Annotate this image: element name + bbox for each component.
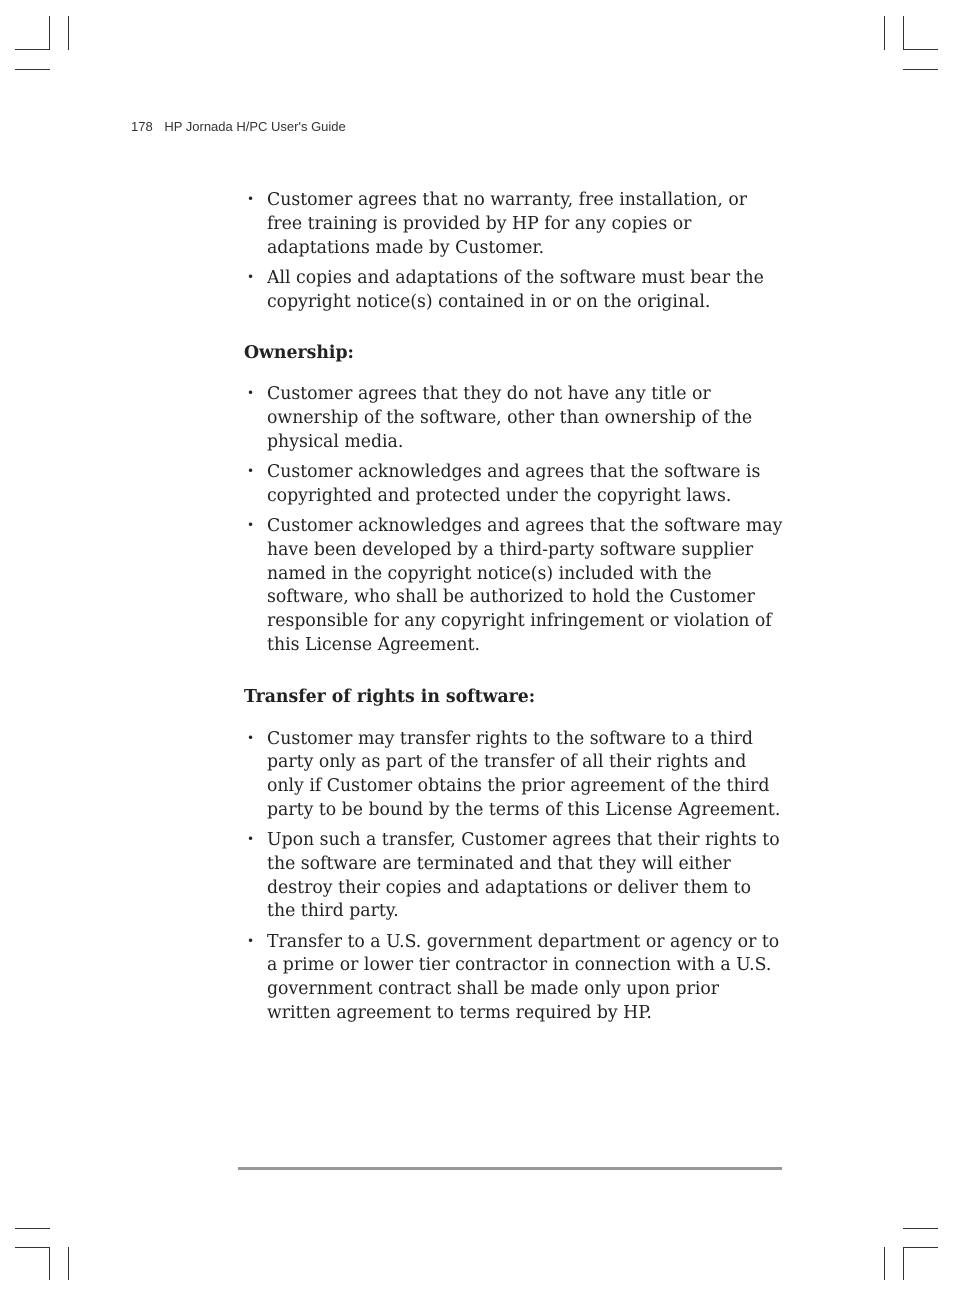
list-item-text: Upon such a transfer, Customer agrees that their rights to the software are terminated and that they will either destroy their copies and adaptations or deliver them to the third party. — [267, 830, 780, 922]
footer-rule — [238, 1167, 782, 1170]
bullet-glyph: • — [247, 463, 255, 478]
transfer-bullet-list — [244, 728, 784, 1026]
page-number: 178 — [131, 119, 153, 134]
crop-mark — [903, 1247, 904, 1280]
crop-mark — [903, 1247, 938, 1248]
crop-mark — [15, 69, 50, 70]
list-item-text: All copies and adaptations of the software must bear the copyright notice(s) contained in or on the original. — [267, 267, 764, 312]
list-item-text: Customer agrees that they do not have any title or ownership of the software, other than ownership of the physical media. — [267, 384, 753, 452]
section-heading-ownership: Ownership: — [244, 343, 354, 364]
crop-mark — [49, 1247, 50, 1280]
list-item-text: Transfer to a U.S. government department or agency or to a prime or lower tier contractor in connection with a U.S. government contract shall be made only upon prior written agreement to terms required by HP. — [267, 931, 780, 1024]
crop-mark — [68, 16, 69, 50]
crop-mark — [15, 49, 50, 50]
crop-mark — [68, 1247, 69, 1280]
crop-mark — [903, 1228, 938, 1229]
intro-bullet-list — [244, 189, 784, 314]
running-header — [131, 119, 346, 134]
running-title: HP Jornada H/PC User's Guide — [164, 119, 346, 134]
crop-mark — [15, 1247, 50, 1248]
crop-mark — [903, 69, 938, 70]
list-item-text: Customer acknowledges and agrees that the software is copyrighted and protected under the copyright laws. — [267, 461, 761, 506]
list-item-text: Customer may transfer rights to the software to a third party only as part of the transfer of all their rights and only if Customer obtains the prior agreement of the third party to be bound by the terms of this License Agreement. — [267, 728, 781, 820]
section-heading-transfer: Transfer of rights in software: — [244, 686, 536, 707]
list-item — [244, 267, 784, 315]
bullet-glyph: • — [247, 832, 255, 847]
crop-mark — [15, 1228, 50, 1229]
bullet-glyph: • — [247, 730, 255, 745]
crop-mark — [884, 1247, 885, 1280]
list-item — [244, 461, 784, 509]
page-body — [244, 189, 784, 1032]
list-item — [244, 728, 784, 823]
crop-mark — [903, 49, 938, 50]
ownership-bullet-list — [244, 383, 784, 658]
bullet-glyph: • — [247, 933, 255, 948]
list-item — [244, 383, 784, 454]
crop-mark — [903, 16, 904, 50]
crop-mark — [49, 16, 50, 50]
list-item-text: Customer agrees that no warranty, free installation, or free training is provided by HP for any copies or adaptations made by Customer. — [267, 190, 748, 258]
crop-mark — [884, 16, 885, 50]
list-item-text: Customer acknowledges and agrees that the software may have been developed by a third-party software supplier named in the copyright notice(s) included with the software, who shall be authorized to hold the Customer responsible for any copyright infringement or violation of this License Agreement. — [267, 515, 783, 655]
bullet-glyph: • — [247, 269, 255, 284]
bullet-glyph: • — [247, 517, 255, 532]
list-item — [244, 931, 784, 1026]
bullet-glyph: • — [247, 192, 255, 206]
bullet-glyph: • — [247, 386, 255, 401]
list-item — [244, 829, 784, 924]
list-item — [244, 189, 784, 260]
list-item — [244, 515, 784, 658]
